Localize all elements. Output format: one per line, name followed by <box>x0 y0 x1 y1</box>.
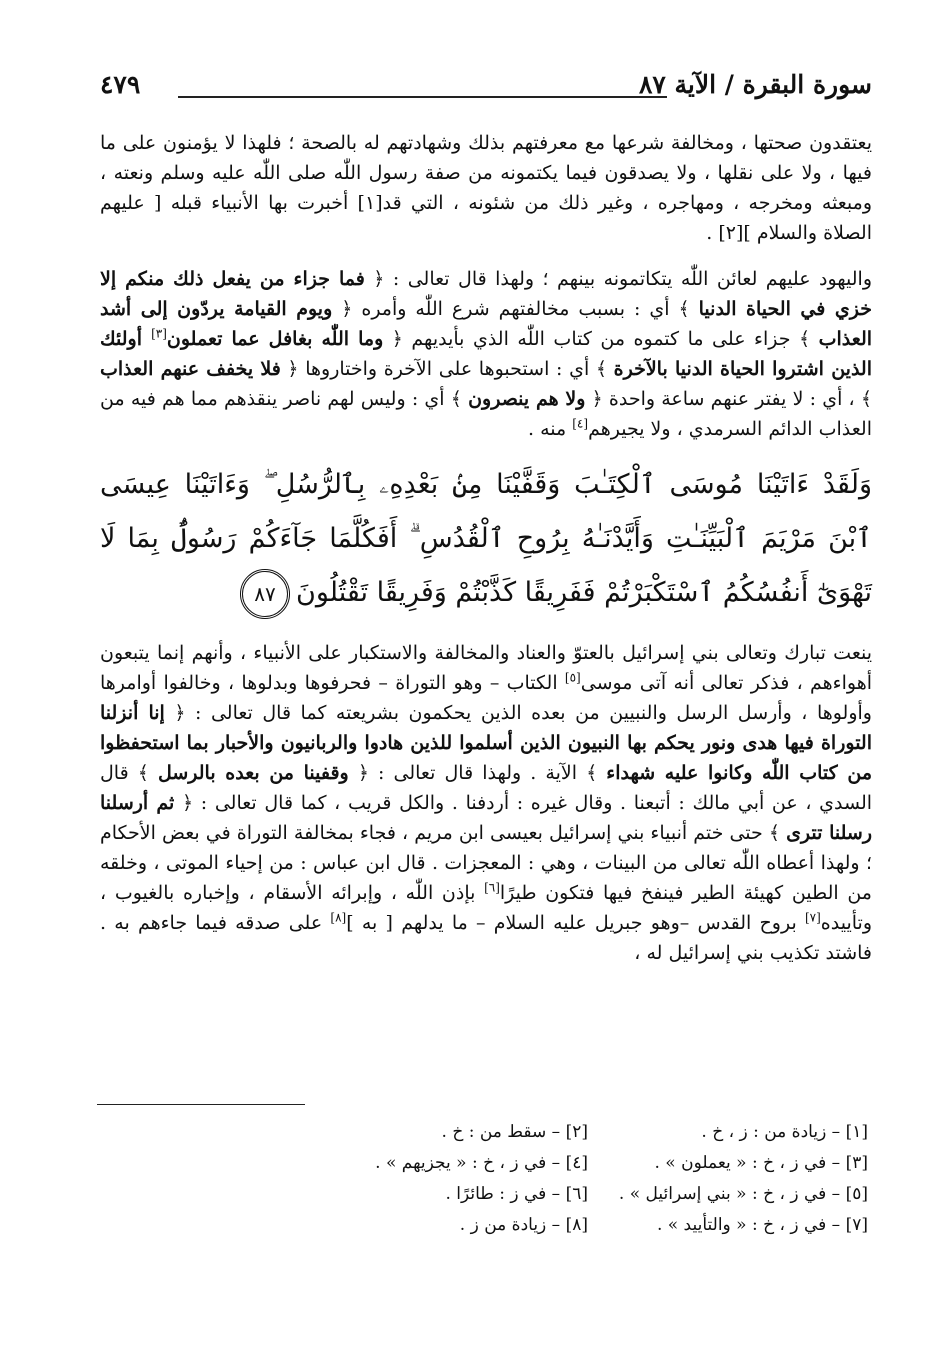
text-run: بروح القدس –وهو جبريل عليه السلام – ما يدلهم [ به ] <box>346 912 805 934</box>
quran-quote: ثم أرسلنا رسلنا تترى <box>100 792 872 844</box>
text-run: منه . <box>528 418 573 440</box>
footnote-ref: [٨] <box>330 910 347 925</box>
text-run: ﴾ حتى ختم أنبياء بني إسرائيل بعيسى ابن مريم ، فجاء بمخالفة التوراة في بعض الأحكام ؛ ولهذا أعطاه اللّٰه تعالى من البينات ، وهي : المعجزات . قال ابن عباس : من إحياء الموتى ، وخلقه من الطين كهيئة الطير فينفخ فيها فتكون طيرًا <box>100 822 872 904</box>
header-rule <box>178 96 667 98</box>
text-run: ﴾ ، أي : لا يفتر عنهم ساعة واحدة ﴿ <box>585 388 872 410</box>
footnote-6: [٦] – في ز : طائرًا . <box>445 1184 588 1204</box>
footnote-7: [٧] – في ز ، خ : « والتأييد » . <box>656 1215 868 1235</box>
quran-quote: فما جزاء من يفعل ذلك منكم إلا خزي في الحياة الدنيا <box>100 268 872 320</box>
page-number: ٤٧٩ <box>100 70 141 99</box>
text-run: بإذن اللّٰه ، وإبرائه الأسقام ، وإخباره بالغيوب ، وتأييده <box>100 882 872 934</box>
paragraph-1: يعتقدون صحتها ، ومخالفة شرعها مع معرفتهم بذلك وشهادتهم له بالصحة ؛ فلهذا لا يؤمنون على ما فيها ، ولا على نقلها ، ولا يصدقون فيما يكتمونه من صفة رسول اللّٰه صلى اللّٰه عليه وسلم ونعته ، ومبعثه ومخرجه ، ومهاجره ، وغير ذلك من شئونه ، التي قد[١] أخبرت بها الأنبياء قبله [ عليهم الصلاة والسلام ][٢] . <box>100 132 872 244</box>
footnote-ref: [٣] <box>151 326 167 341</box>
quran-quote: ويوم القيامة يردّون إلى أشد العذاب <box>100 298 873 350</box>
footnote-3: [٣] – في ز ، خ : « يعملون » . <box>654 1153 868 1173</box>
text-run: ﴾ أي : استحبوها على الآخرة واختاروها ﴿ <box>280 358 614 380</box>
text-run: على صدقه فيما جاءهم به . فاشتد تكذيب بني إسرائيل له ، <box>100 912 872 964</box>
text-run: ﴾ الآية . ولهذا قال تعالى : ﴿ <box>348 762 607 784</box>
footnote-ref: [٧] <box>804 910 821 925</box>
text-run: الكتاب – وهو التوراة – فحرفوها وبدلوها ، وخالفوا أوامرها وأولوها ، وأرسل الرسل والنبيين من بعده الذين يحكمون بشريعته كما قال تعالى : ﴿ <box>100 672 872 724</box>
quran-quote: فلا يخفف عنهم العذاب <box>100 358 281 380</box>
text-run: ﴾ قال السدي ، عن أبي مالك : أتبعنا . وقال غيره : أردفنا . والكل قريب ، كما قال تعالى : ﴿ <box>100 762 873 814</box>
footnote-ref: [٤] <box>572 416 589 431</box>
text-run: ﴾ أي : وليس لهم ناصر ينقذهم مما هم فيه من العذاب الدائم السرمدي ، ولا يجيرهم <box>100 388 872 440</box>
footnote-ref: [٥] <box>564 670 581 685</box>
footnote-2: [٢] – سقط من : خ . <box>441 1122 588 1142</box>
footnote-separator <box>97 1104 305 1105</box>
book-page <box>100 70 872 968</box>
quran-quote: أولئك الذين اشتروا الحياة الدنيا بالآخرة <box>100 328 872 380</box>
footnotes <box>308 1117 868 1241</box>
quran-quote: وما اللّٰه بغافل عما تعملون <box>166 328 384 350</box>
verse-number-marker: ٨٧ <box>240 569 290 619</box>
text-run: ينعت تبارك وتعالى بني إسرائيل بالعتوّ والعناد والمخالفة والاستكبار على الأنبياء ، وأنهم إنما يتبعون أهواءهم ، فذكر تعالى أنه آتى موسى <box>100 642 872 694</box>
quran-quote: إنا أنزلنا التوراة فيها هدى ونور يحكم بها النبيون الذين أسلموا للذين هادوا والربانيون والأحبار بما استحفظوا من كتاب اللّٰه وكانوا عليه شهداء <box>100 702 872 784</box>
quran-quote: وقفينا من بعده بالرسل <box>157 762 349 784</box>
footnote-ref: [٦] <box>484 880 500 895</box>
paragraph-2 <box>100 264 872 444</box>
text-run: ﴾ أي : بسبب مخالفتهم شرع اللّٰه وأمره ﴿ <box>332 298 699 320</box>
quran-quote: ولا هم ينصرون <box>468 388 586 410</box>
text-run: ﴾ جزاء على ما كتموه من كتاب اللّٰه الذي بأيديهم ﴿ <box>383 328 819 350</box>
page-header <box>100 70 872 110</box>
footnote-8: [٨] – زيادة من ز . <box>459 1215 588 1235</box>
verse-text: وَلَقَدْ ءَاتَيْنَا مُوسَى ٱلْكِتَـٰبَ وَقَفَّيْنَا مِنۢ بَعْدِهِۦ بِٱلرُّسُلِ ۖ وَءَاتَيْنَا عِيسَى ٱبْنَ مَرْيَمَ ٱلْبَيِّنَـٰتِ وَأَيَّدْنَـٰهُ بِرُوحِ ٱلْقُدُسِ ۗ أَفَكُلَّمَا جَآءَكُمْ رَسُولٌۢ بِمَا لَا تَهْوَىٰٓ أَنفُسُكُمُ ٱسْتَكْبَرْتُمْ فَفَرِيقًا كَذَّبْتُمْ وَفَرِيقًا تَقْتُلُونَ <box>100 469 872 608</box>
text-run: واليهود عليهم لعائن اللّٰه يتكاتمونه بينهم ؛ ولهذا قال تعالى : ﴿ <box>364 268 872 290</box>
footnote-1: [١] – زيادة من : ز ، خ . <box>701 1122 868 1142</box>
quran-verse <box>100 458 872 620</box>
surah-title: سورة البقرة / الآية ٨٧ <box>638 70 872 99</box>
paragraph-3 <box>100 638 872 968</box>
footnote-5: [٥] – في ز ، خ : « بني إسرائيل » . <box>618 1184 868 1204</box>
footnote-4: [٤] – في ز ، خ : « يجزيهم » . <box>375 1153 588 1173</box>
